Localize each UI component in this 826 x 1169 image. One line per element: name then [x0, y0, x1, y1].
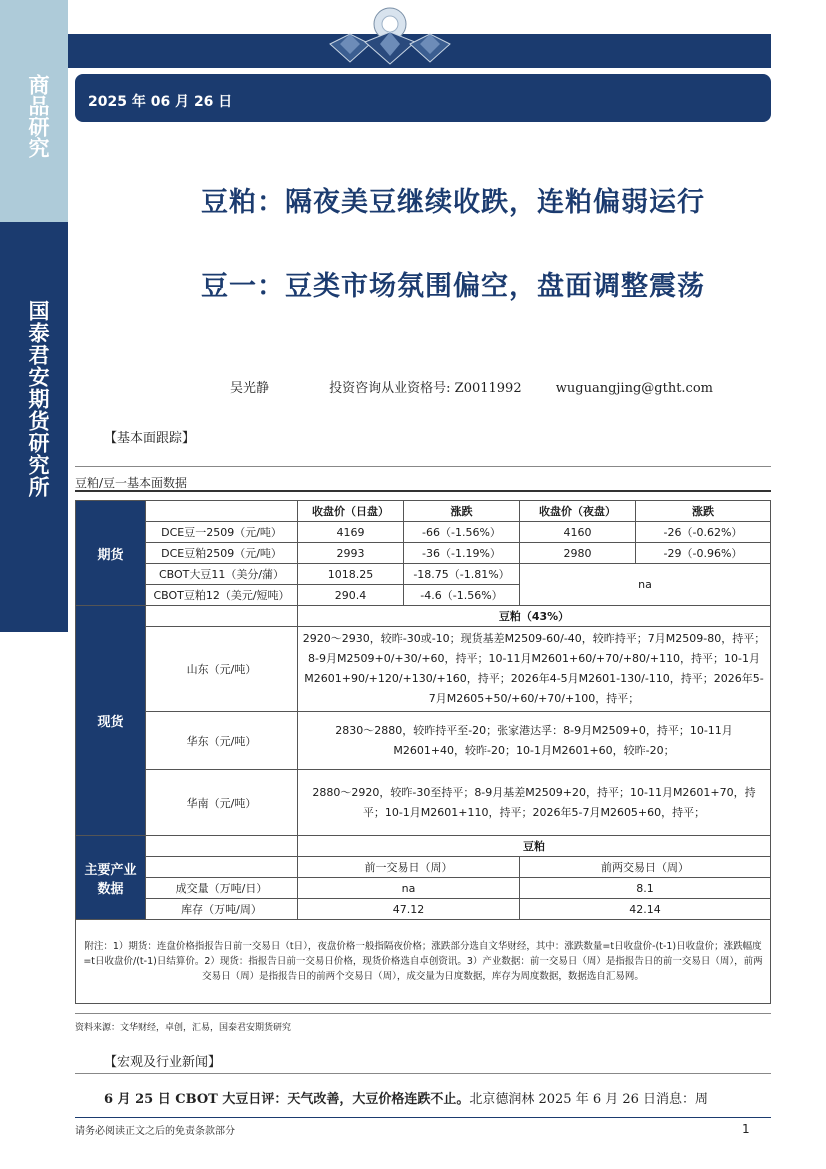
- cell: -66（-1.56%）: [404, 522, 520, 543]
- footer-disclaimer: 请务必阅读正文之后的免责条款部分: [75, 1126, 235, 1137]
- table-row: [76, 522, 771, 543]
- section-fundamental: 【基本面跟踪】: [104, 431, 196, 446]
- footer-divider: [75, 1117, 771, 1118]
- row-label: CBOT大豆11（美分/蒲）: [146, 564, 298, 585]
- cell: 47.12: [298, 899, 520, 920]
- cell: 1018.25: [298, 564, 404, 585]
- author-email[interactable]: wuguangjing@gtht.com: [555, 381, 713, 396]
- spot-description: 2830～2880，较昨持平至-20；张家港达孚：8-9月M2509+0，持平；10-11月M2601+40，较昨-20；10-1月M2601+60，较昨-20；: [298, 712, 771, 770]
- row-label: 华东（元/吨）: [146, 712, 298, 770]
- spot-header: 豆粕（43%）: [298, 606, 771, 627]
- table-row: [76, 543, 771, 564]
- col-header: 涨跌: [404, 501, 520, 522]
- table-row: [76, 712, 771, 770]
- table-row: [76, 627, 771, 712]
- cell: na: [298, 878, 520, 899]
- row-label: 山东（元/吨）: [146, 627, 298, 712]
- cell: 8.1: [520, 878, 771, 899]
- diamond-logo-icon: [320, 4, 460, 66]
- author-name: 吴光静: [230, 381, 270, 396]
- col-header: 涨跌: [636, 501, 771, 522]
- report-date: 2025 年 06 月 26 日: [88, 94, 233, 110]
- section-news: 【宏观及行业新闻】: [104, 1055, 222, 1070]
- author-line: [230, 377, 713, 396]
- row-label: 库存（万吨/周）: [146, 899, 298, 920]
- col-header: 收盘价（夜盘）: [520, 501, 636, 522]
- divider: [75, 490, 771, 492]
- cell: -36（-1.19%）: [404, 543, 520, 564]
- row-label: DCE豆粕2509（元/吨）: [146, 543, 298, 564]
- row-label: CBOT豆粕12（美元/短吨）: [146, 585, 298, 606]
- row-label: DCE豆一2509（元/吨）: [146, 522, 298, 543]
- col-header: 前一交易日（周）: [298, 857, 520, 878]
- cell: -4.6（-1.56%）: [404, 585, 520, 606]
- sidebar-category-label: 商品研究: [26, 74, 50, 158]
- row-label: 华南（元/吨）: [146, 770, 298, 836]
- news-headline: 6 月 25 日 CBOT 大豆日评：天气改善，大豆价格连跌不止。: [104, 1092, 470, 1107]
- report-title: 豆粕：隔夜美豆继续收跌，连粕偏弱运行: [201, 187, 705, 218]
- table-row: [76, 878, 771, 899]
- table-row: [76, 564, 771, 585]
- col-header: 收盘价（日盘）: [298, 501, 404, 522]
- fundamental-table: [75, 500, 771, 1004]
- cbot-na-cell: na: [520, 564, 771, 606]
- row-label: 成交量（万吨/日）: [146, 878, 298, 899]
- table-title: 豆粕/豆一基本面数据: [75, 476, 188, 490]
- table-row: [76, 899, 771, 920]
- cell: -29（-0.96%）: [636, 543, 771, 564]
- sidebar-org-label: 国泰君安期货研究所: [26, 300, 50, 498]
- table-notes: 附注：1）期货：连盘价格指报告日前一交易日（t日），夜盘价格一般指隔夜价格；涨跌部分选自文华财经，其中：涨跌数量=t日收盘价-(t-1)日收盘价；涨跌幅度=t日收盘价/(t-1)日结算价。2）现货：指报告日前一交易日价格，现货价格选自卓创资讯。3）产业数据：前一交易日（周）是指报告日的前一交易日（周），前两交易日（周）是指报告日的前两个交易日（周），成交量为日度数据，库存为周度数据，数据选自汇易网。: [76, 920, 771, 1004]
- report-subtitle: 豆一：豆类市场氛围偏空，盘面调整震荡: [201, 271, 705, 302]
- cell: 2993: [298, 543, 404, 564]
- table-row: [76, 770, 771, 836]
- spot-category: 现货: [76, 606, 146, 836]
- industry-category: 主要产业数据: [76, 836, 146, 920]
- author-certificate: 投资咨询从业资格号: Z0011992: [329, 381, 522, 396]
- cell: 290.4: [298, 585, 404, 606]
- cell: -18.75（-1.81%）: [404, 564, 520, 585]
- cell: 2980: [520, 543, 636, 564]
- spot-description: 2880～2920，较昨-30至持平；8-9月基差M2509+20，持平；10-11月M2601+70，持平；10-1月M2601+110，持平；2026年5-7月M2605+60，持平；: [298, 770, 771, 836]
- cell: -26（-0.62%）: [636, 522, 771, 543]
- col-header: 前两交易日（周）: [520, 857, 771, 878]
- futures-category: 期货: [76, 501, 146, 606]
- divider: [75, 1073, 771, 1074]
- cell: 4169: [298, 522, 404, 543]
- divider: [75, 1013, 771, 1014]
- spot-description: 2920～2930，较昨-30或-10；现货基差M2509-60/-40，较昨持平；7月M2509-80，持平；8-9月M2509+0/+30/+60，持平；10-11月M2601+60/+70/+80/+110，持平；10-1月M2601+90/+120/+130/+160，持平；2026年4-5月M2601-130/-110，持平；2026年5-7月M2605+50/+60/+70/+100，持平；: [298, 627, 771, 712]
- data-source: 资料来源：文华财经，卓创，汇易，国泰君安期货研究: [75, 1023, 292, 1033]
- page-number: 1: [742, 1122, 750, 1136]
- news-text: 北京德润林 2025 年 6 月 26 日消息：周: [469, 1092, 709, 1107]
- cell: 42.14: [520, 899, 771, 920]
- divider: [75, 466, 771, 467]
- cell: 4160: [520, 522, 636, 543]
- news-paragraph: [104, 1088, 744, 1107]
- industry-header: 豆粕: [298, 836, 771, 857]
